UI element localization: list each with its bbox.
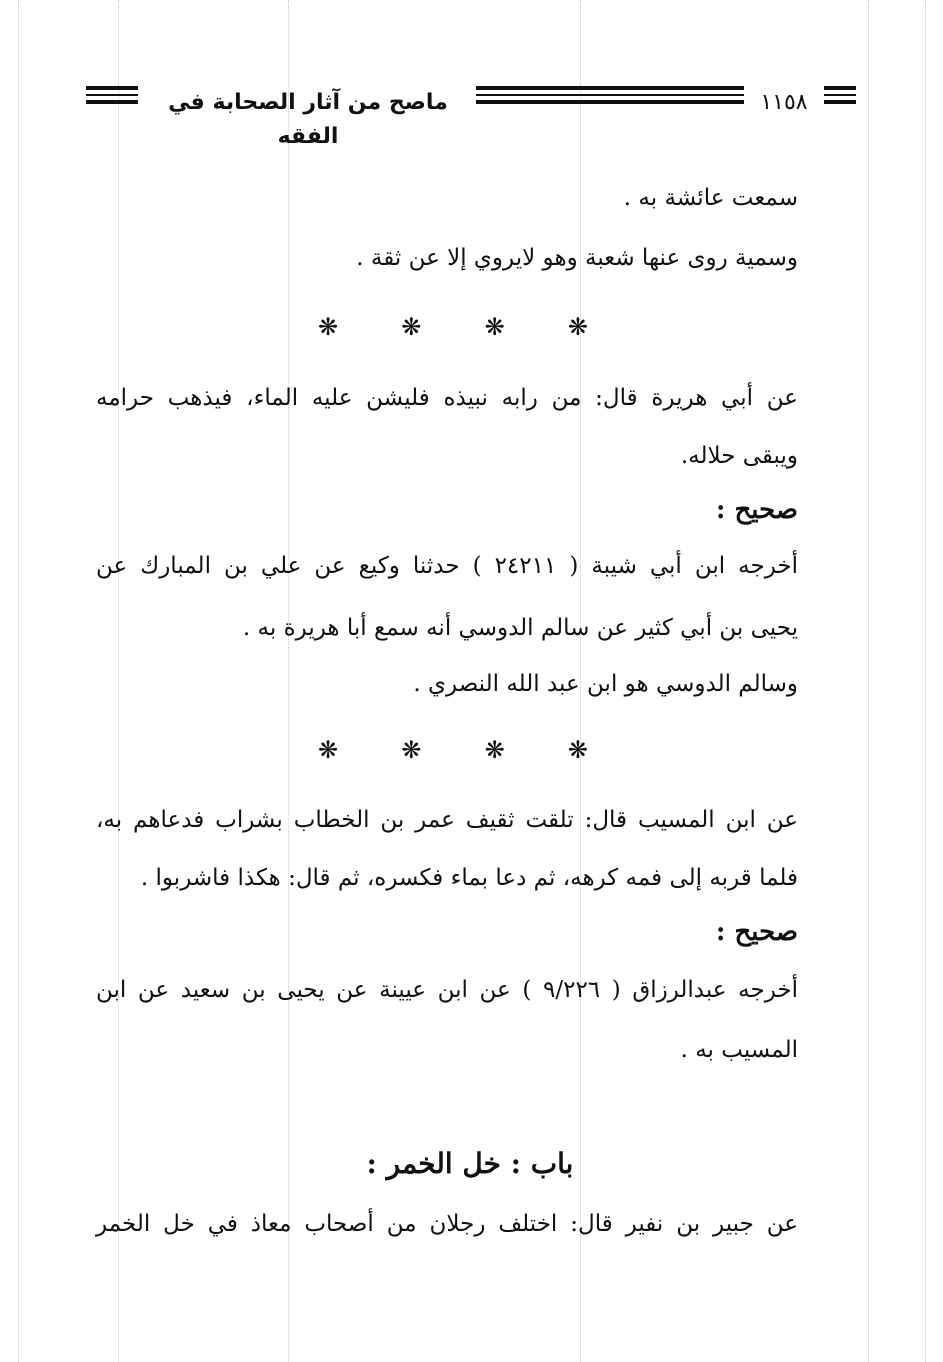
star-ornament-icon: ❋	[484, 313, 505, 341]
star-ornament-icon: ❋	[318, 313, 339, 341]
text-line: المسيب به .	[680, 1037, 798, 1063]
text-line: وسمية روى عنها شعبة وهو لايروي إلا عن ثقة .	[356, 245, 798, 271]
text-line: سمعت عائشة به .	[623, 185, 798, 211]
text-line: أخرجه ابن أبي شيبة ( ٢٤٢١١ ) حدثنا وكيع عن علي بن المبارك عن	[96, 553, 799, 579]
star-ornament-icon: ❋	[401, 736, 422, 764]
text-line: عن جبير بن نفير قال: اختلف رجلان من أصحاب معاذ في خل الخمر	[96, 1211, 798, 1237]
text-line: يحيى بن أبي كثير عن سالم الدوسي أنه سمع أبا هريرة به .	[242, 615, 798, 641]
scan-guide-line	[868, 0, 869, 1362]
running-header	[86, 86, 856, 149]
section-separator	[318, 735, 588, 765]
text-line: وسالم الدوسي هو ابن عبد الله النصري .	[413, 671, 798, 697]
section-separator	[318, 312, 588, 342]
scan-guide-line	[18, 0, 19, 1362]
text-line: فلما قربه إلى فمه كرهه، ثم دعا بماء فكسره، ثم قال: هكذا فاشربوا .	[140, 865, 798, 891]
running-title: ماصح من آثار الصحابة في الفقه	[168, 90, 448, 149]
text-line: عن أبي هريرة قال: من رابه نبيذه فليشن عليه الماء، فيذهب حرامه	[96, 385, 798, 411]
chapter-title: باب : خل الخمر :	[366, 1147, 574, 1180]
star-ornament-icon: ❋	[401, 313, 422, 341]
text-line: عن ابن المسيب قال: تلقت ثقيف عمر بن الخطاب بشراب فدعاهم به،	[96, 807, 798, 833]
header-rule-right	[822, 86, 856, 120]
grading-heading: صحيح :	[715, 495, 798, 525]
star-ornament-icon: ❋	[484, 736, 505, 764]
text-line: أخرجه عبدالرزاق ( ٩/٢٢٦ ) عن ابن عيينة عن يحيى بن سعيد عن ابن	[96, 977, 799, 1003]
scan-guide-line	[925, 0, 926, 1362]
star-ornament-icon: ❋	[567, 736, 588, 764]
header-rule-left	[86, 86, 138, 120]
scan-guide-line	[118, 0, 119, 1362]
text-line: ويبقى حلاله.	[680, 443, 798, 469]
grading-heading: صحيح :	[715, 917, 798, 947]
page-number: ١١٥٨	[744, 86, 824, 120]
star-ornament-icon: ❋	[318, 736, 339, 764]
star-ornament-icon: ❋	[567, 313, 588, 341]
